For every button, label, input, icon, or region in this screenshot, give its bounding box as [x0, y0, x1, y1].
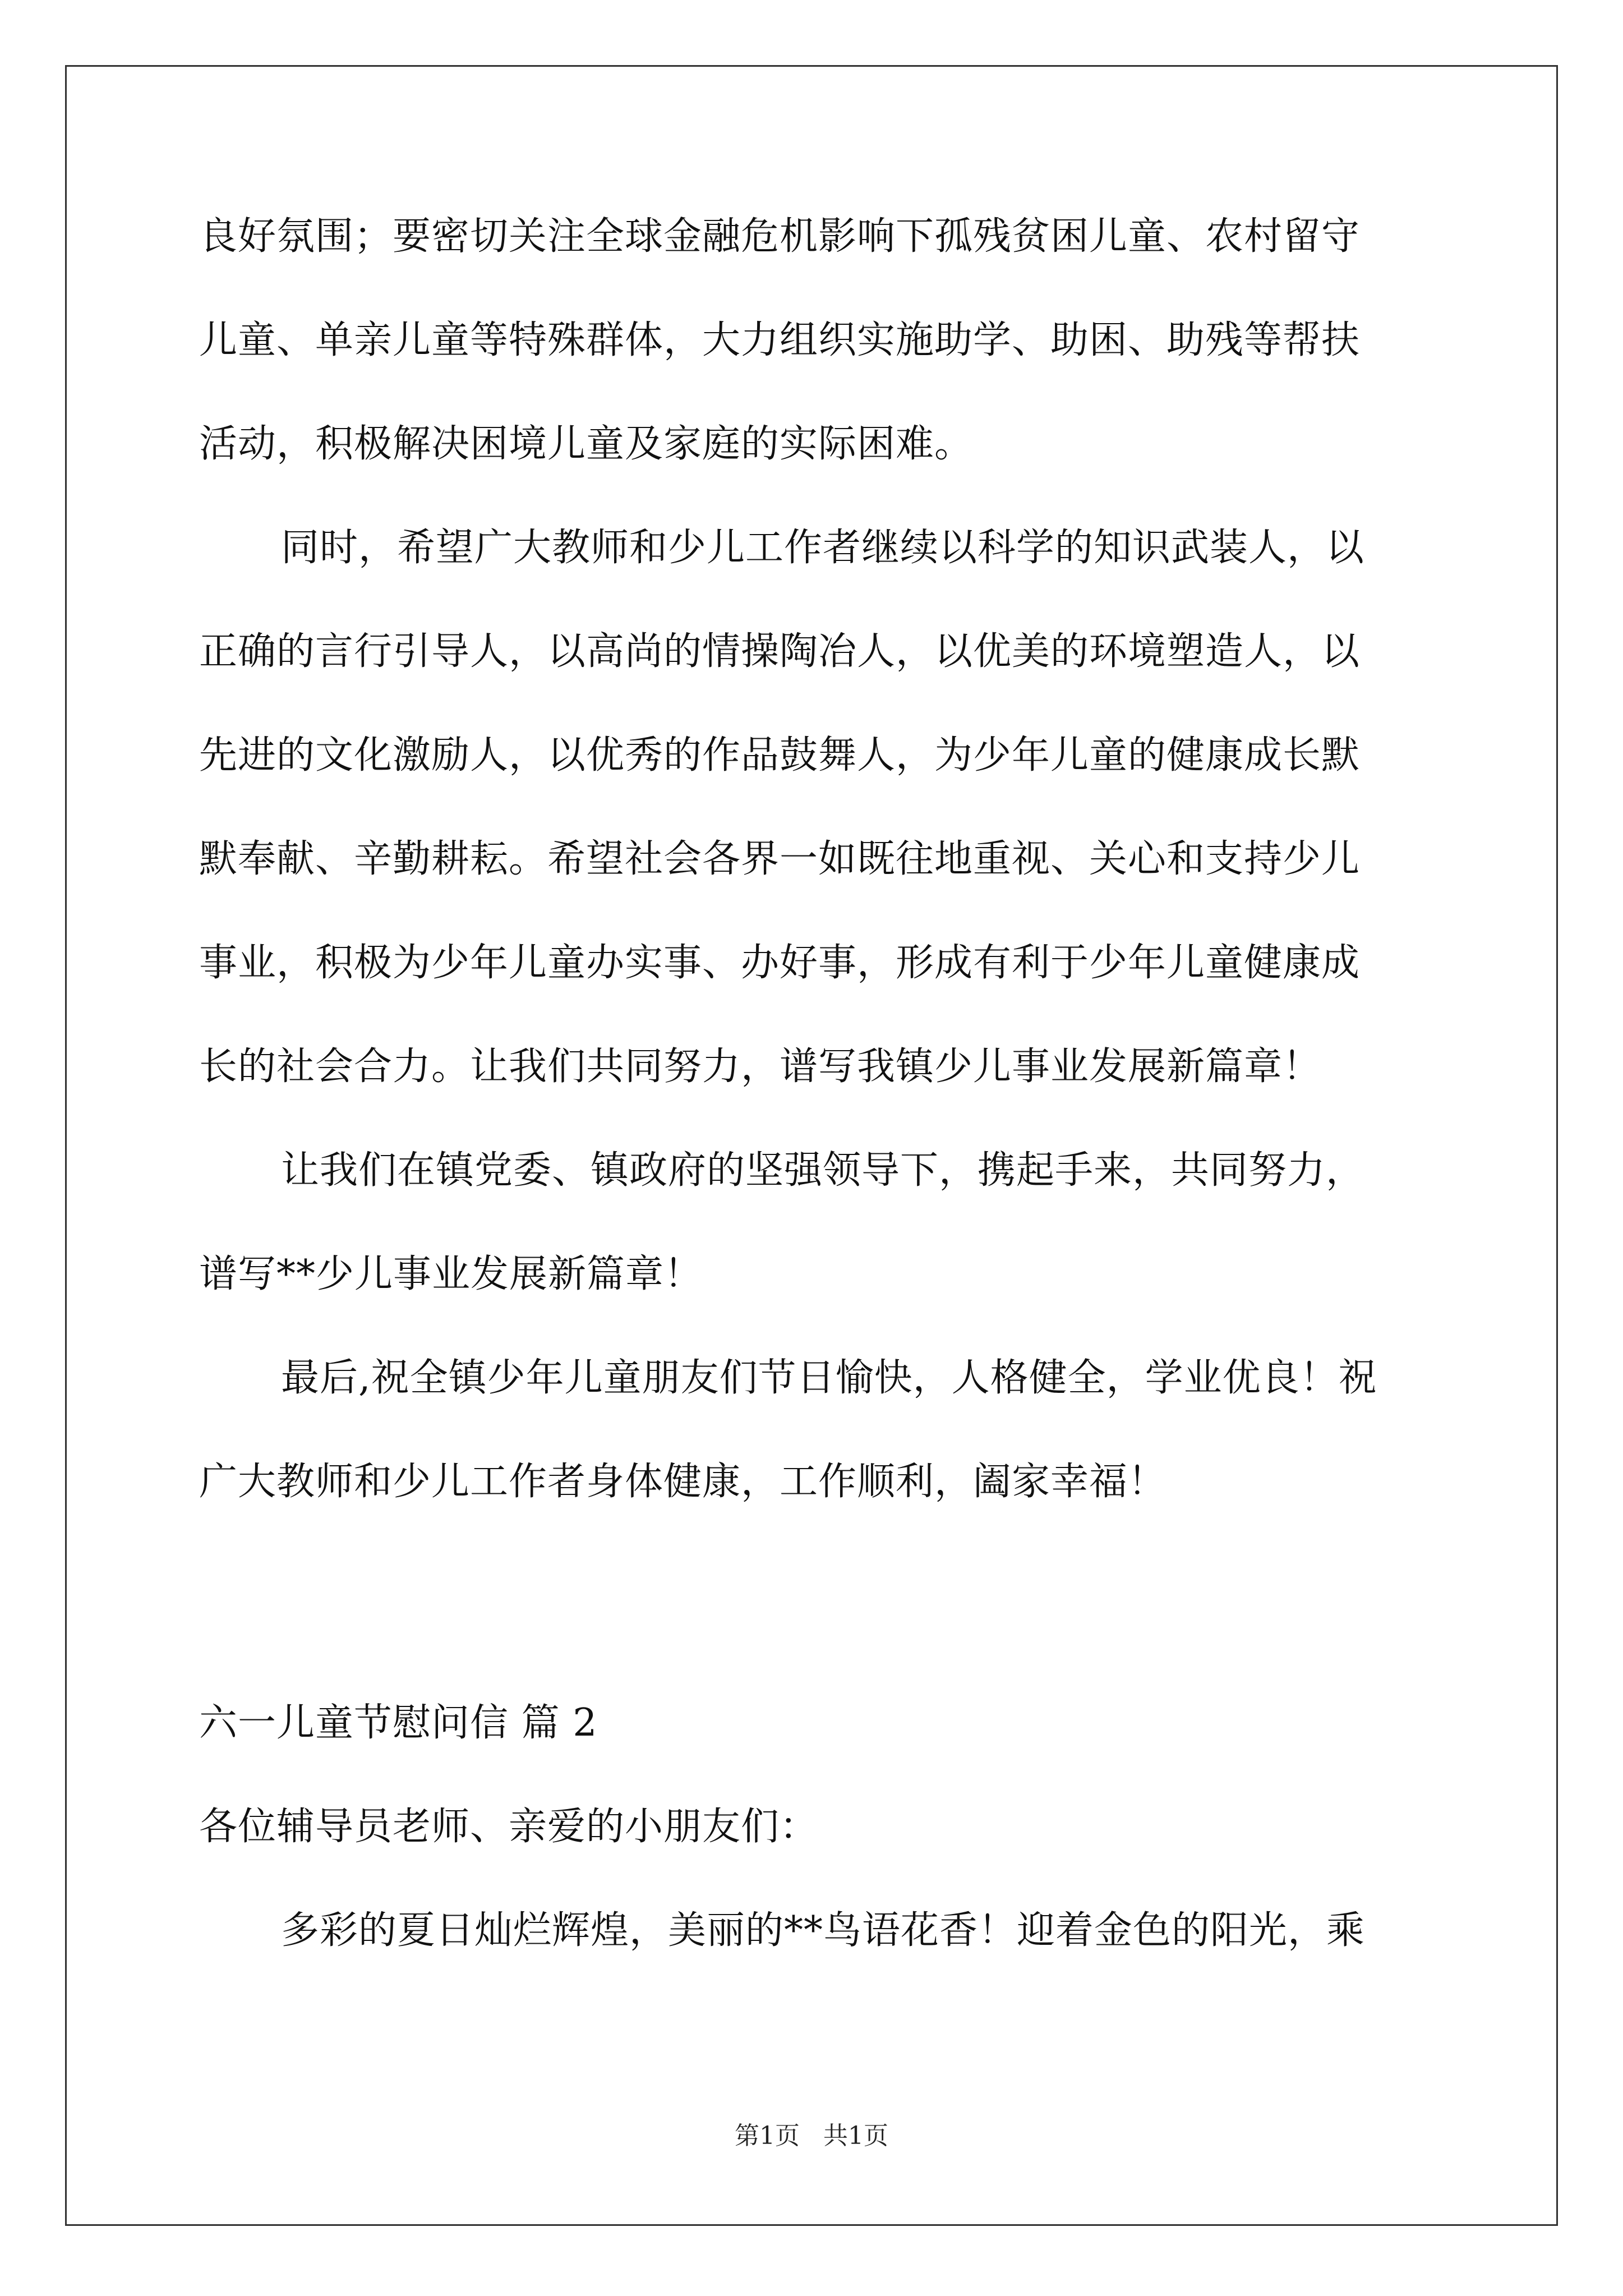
- page-border: [65, 65, 1558, 2226]
- paragraph-line: 事业，积极为少年儿童办实事、办好事，形成有利于少年儿童健康成: [199, 941, 1361, 985]
- paragraph-line: 先进的文化激励人，以优秀的作品鼓舞人，为少年儿童的健康成长默: [199, 733, 1361, 777]
- paragraph-line: 多彩的夏日灿烂辉煌，美丽的**鸟语花香！迎着金色的阳光，乘: [281, 1908, 1366, 1953]
- paragraph-line: 儿童、单亲儿童等特殊群体，大力组织实施助学、助困、助残等帮扶: [199, 318, 1361, 362]
- paragraph-line: 广大教师和少儿工作者身体健康，工作顺利，阖家幸福！: [199, 1460, 1167, 1504]
- paragraph-line: 良好氛围；要密切关注全球金融危机影响下孤残贫困儿童、农村留守: [199, 214, 1361, 259]
- paragraph-line: 让我们在镇党委、镇政府的坚强领导下，携起手来，共同努力，: [281, 1148, 1365, 1193]
- paragraph-line: 最后,祝全镇少年儿童朋友们节日愉快，人格健全，学业优良！祝: [281, 1356, 1377, 1400]
- paragraph-line: 正确的言行引导人，以高尚的情操陶冶人，以优美的环境塑造人，以: [199, 629, 1361, 674]
- paragraph-line: 谱写**少儿事业发展新篇章！: [199, 1252, 703, 1296]
- paragraph-line: 活动，积极解决困境儿童及家庭的实际困难。: [199, 422, 974, 466]
- section-heading: 六一儿童节慰问信 篇 2: [199, 1701, 598, 1745]
- paragraph-line: 默奉献、辛勤耕耘。希望社会各界一如既往地重视、关心和支持少儿: [199, 837, 1361, 881]
- page-footer: 第1页 共1页: [735, 2122, 888, 2150]
- salutation-line: 各位辅导员老师、亲爱的小朋友们：: [199, 1805, 819, 1849]
- paragraph-line: 同时，希望广大教师和少儿工作者继续以科学的知识武装人，以: [281, 526, 1365, 570]
- paragraph-line: 长的社会合力。让我们共同努力，谱写我镇少儿事业发展新篇章！: [199, 1045, 1322, 1089]
